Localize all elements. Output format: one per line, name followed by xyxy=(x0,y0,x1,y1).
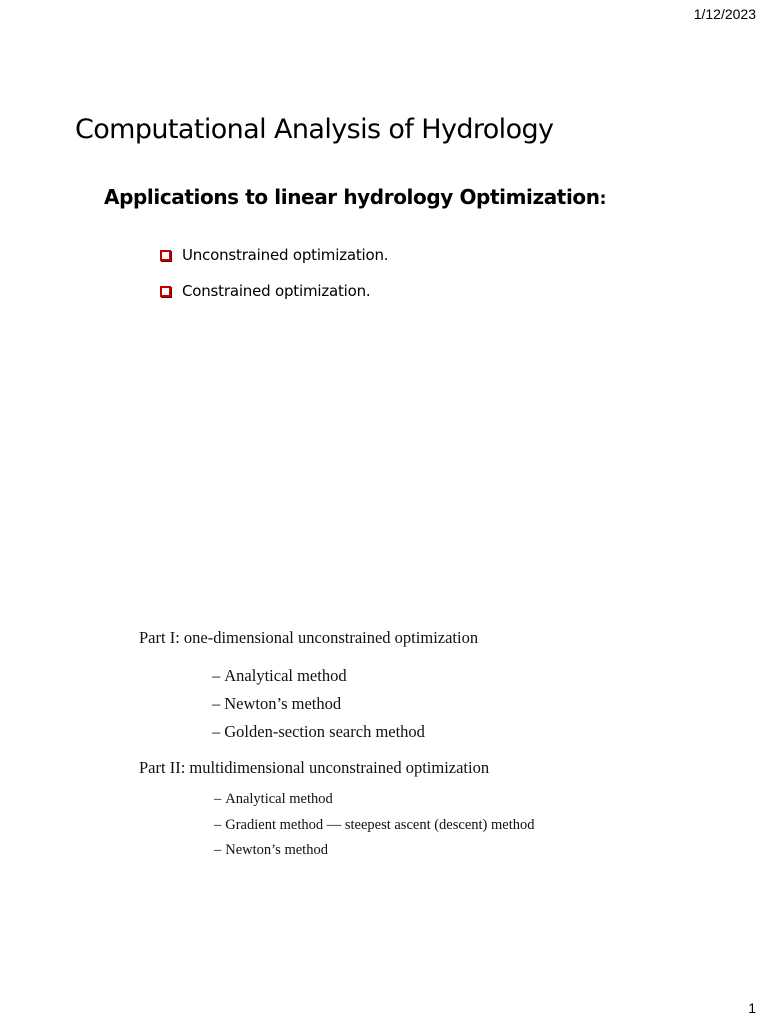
slide-subtitle xyxy=(104,185,606,209)
list-item xyxy=(212,722,425,750)
subtitle-colon: : xyxy=(599,189,607,209)
part-two-heading: Part II: multidimensional unconstrained optimization xyxy=(139,758,490,777)
dash-bullet: – xyxy=(214,816,222,833)
list-item xyxy=(212,666,425,694)
slide-date: 1/12/2023 xyxy=(693,6,756,22)
list-item-label: Analytical method xyxy=(225,791,333,807)
list-item xyxy=(214,791,534,817)
list-item-label: Analytical method xyxy=(224,666,347,685)
page-number: 1 xyxy=(748,1000,756,1016)
dash-bullet: – xyxy=(212,694,221,713)
subtitle-text: Applications to linear hydrology Optimization xyxy=(104,185,600,209)
list-item-label: Unconstrained optimization. xyxy=(182,246,389,264)
list-item-label: Gradient method — steepest ascent (descent) method xyxy=(225,816,535,833)
list-item xyxy=(214,842,534,868)
list-item xyxy=(212,694,425,722)
part-one-heading: Part I: one-dimensional unconstrained optimization xyxy=(139,628,479,647)
list-item-label: Golden-section search method xyxy=(224,722,425,741)
dash-bullet: – xyxy=(212,666,221,685)
checkbox-bullet-icon xyxy=(160,286,171,297)
list-item-label: Newton’s method xyxy=(224,694,342,713)
part-two-list xyxy=(214,791,534,868)
list-item xyxy=(214,817,534,843)
part-one-list xyxy=(212,666,425,750)
topic-checklist xyxy=(160,246,388,318)
dash-bullet: – xyxy=(214,842,222,858)
dash-bullet: – xyxy=(214,791,222,807)
dash-bullet: – xyxy=(212,722,221,741)
list-item-label: Constrained optimization. xyxy=(182,282,371,300)
list-item xyxy=(160,282,388,318)
list-item xyxy=(160,246,388,282)
slide-title: Computational Analysis of Hydrology xyxy=(75,114,554,145)
checkbox-bullet-icon xyxy=(160,250,171,261)
list-item-label: Newton’s method xyxy=(225,842,328,858)
